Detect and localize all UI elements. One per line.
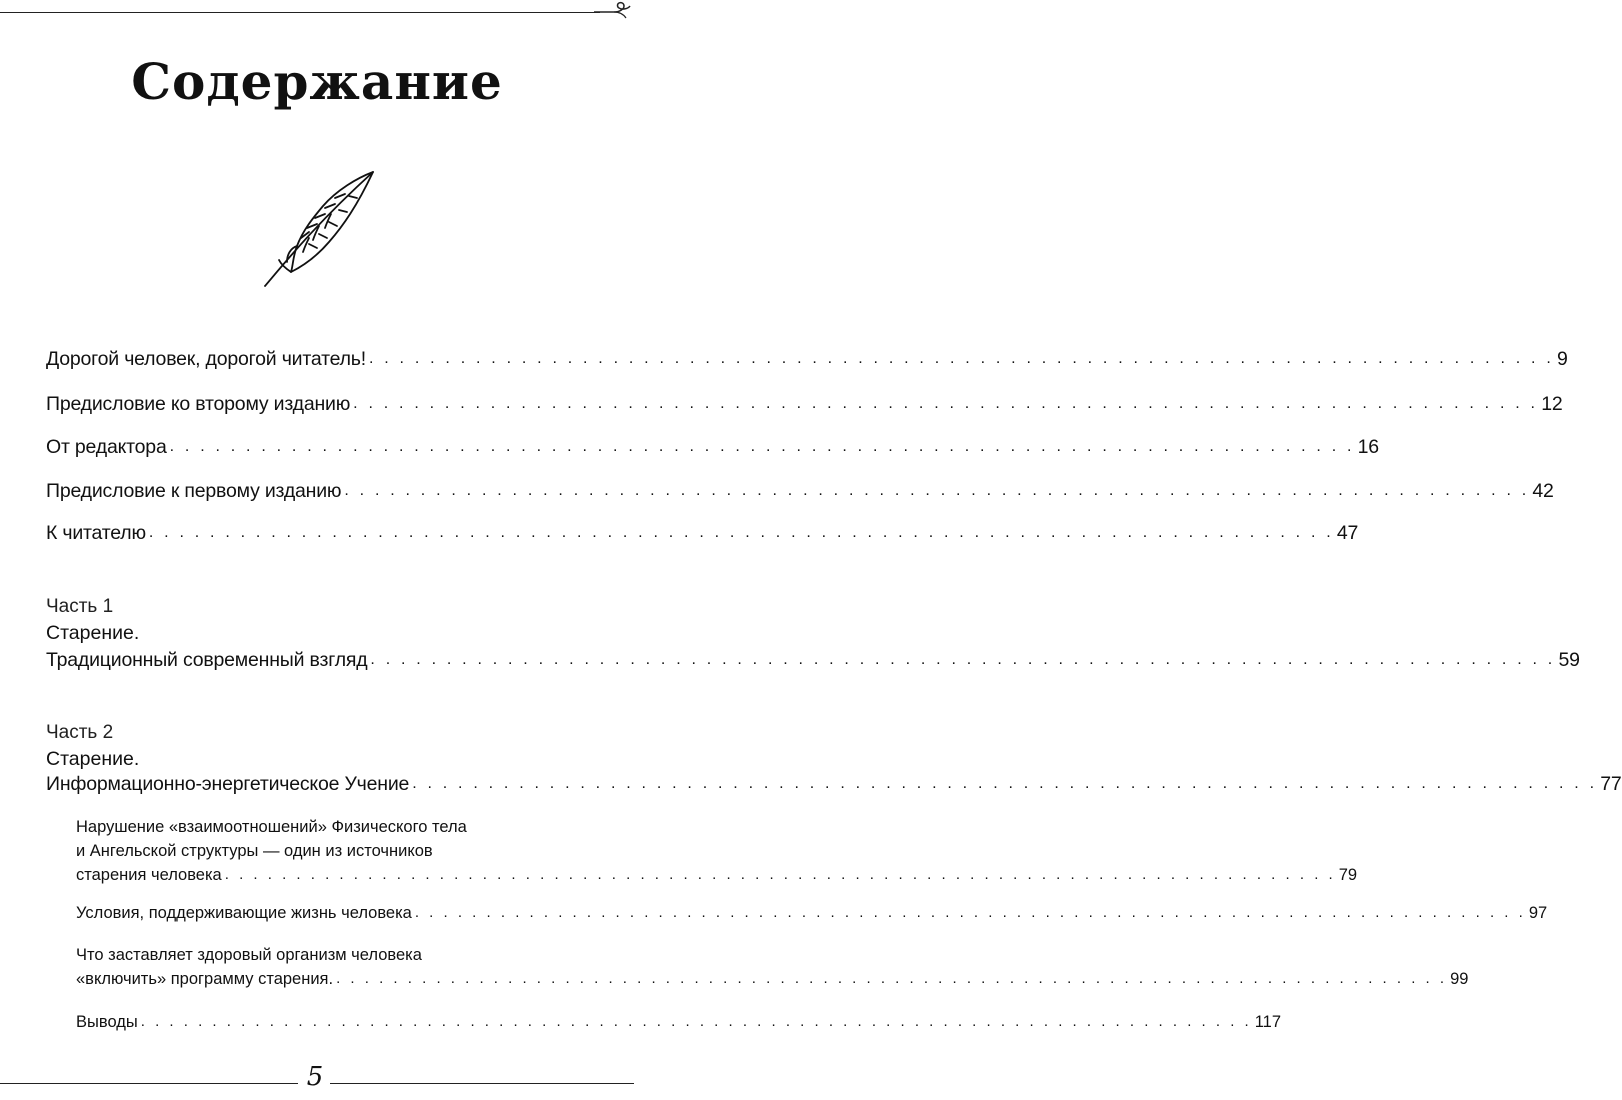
toc-entry-title: Предисловие ко второму изданию xyxy=(46,393,351,415)
footer-rule-left xyxy=(0,1083,298,1084)
toc-entry-title: Дорогой человек, дорогой читатель! xyxy=(46,348,366,370)
toc-entry-page: 59 xyxy=(1558,649,1580,671)
leader-dots: . . . . . . . . . . . . . . . . . . . . . . . . . . . . . . . . . . . . . . . . . . . . . . . . . . . . . . . . . . . . . . . . . . . . . . . . . . . . . . xyxy=(414,904,1526,921)
part-title-line: Старение. xyxy=(46,748,140,770)
toc-entry[interactable] xyxy=(46,436,1379,458)
toc-entry-title: Предисловие к первому изданию xyxy=(46,480,342,502)
subentry-line: Условия, поддерживающие жизнь человека xyxy=(76,904,412,922)
toc-entry-page: 47 xyxy=(1336,522,1359,544)
leader-dots: . . . . . . . . . . . . . . . . . . . . . . . . . . . . . . . . . . . . . . . . . . . . . . . . . . . . . . . . . . . . . . . . . . . . . . . . . . . . . . xyxy=(148,524,1334,541)
subentry-line: Выводы xyxy=(76,1013,138,1031)
toc-entry[interactable] xyxy=(46,348,1568,370)
leader-dots: . . . . . . . . . . . . . . . . . . . . . . . . . . . . . . . . . . . . . . . . . . . . . . . . . . . . . . . . . . . . . . . . . . . . . . . . . . . . . . xyxy=(353,395,1539,412)
leader-dots: . . . . . . . . . . . . . . . . . . . . . . . . . . . . . . . . . . . . . . . . . . . . . . . . . . . . . . . . . . . . . . . . . . . . . . . . . . . . . . xyxy=(169,438,1355,455)
feather-icon xyxy=(257,168,381,290)
subentry-line: «включить» программу старения. xyxy=(76,970,334,988)
toc-entry[interactable] xyxy=(46,522,1359,544)
toc-entry[interactable] xyxy=(46,649,1580,671)
toc-entry[interactable] xyxy=(46,480,1554,502)
toc-subentry[interactable] xyxy=(76,901,1548,925)
toc-subentry[interactable] xyxy=(76,943,1469,991)
page-number: 5 xyxy=(306,1062,324,1092)
subentry-line: Что заставляет здоровый организм человека xyxy=(76,946,422,964)
part-label: Часть 1 xyxy=(46,596,114,617)
toc-subentry[interactable] xyxy=(76,1010,1282,1034)
toc-entry-page: 79 xyxy=(1338,866,1358,884)
toc-entry-page: 9 xyxy=(1556,348,1568,370)
toc-entry[interactable] xyxy=(46,393,1563,415)
footer-rule-right xyxy=(330,1083,634,1084)
flourish-icon xyxy=(594,0,634,24)
top-rule xyxy=(0,12,600,13)
toc-entry-page: 12 xyxy=(1541,393,1563,415)
page-title: Содержание xyxy=(131,52,503,111)
toc-entry-title: От редактора xyxy=(46,436,167,458)
leader-dots: . . . . . . . . . . . . . . . . . . . . . . . . . . . . . . . . . . . . . . . . . . . . . . . . . . . . . . . . . . . . . . . . . . . . . . . . . . . . . . xyxy=(412,775,1598,792)
subentry-line: и Ангельской структуры — один из источников xyxy=(76,842,433,860)
toc-subentry[interactable] xyxy=(76,815,1358,887)
toc-entry-page: 117 xyxy=(1254,1013,1282,1031)
subentry-line: старения человека xyxy=(76,866,222,884)
leader-dots: . . . . . . . . . . . . . . . . . . . . . . . . . . . . . . . . . . . . . . . . . . . . . . . . . . . . . . . . . . . . . . . . . . . . . . . . . . . . . . xyxy=(370,651,1556,668)
part-label: Часть 2 xyxy=(46,722,114,743)
toc-entry[interactable] xyxy=(46,773,1622,795)
leader-dots: . . . . . . . . . . . . . . . . . . . . . . . . . . . . . . . . . . . . . . . . . . . . . . . . . . . . . . . . . . . . . . . . . . . . . . . . . . . . . . xyxy=(140,1013,1252,1030)
leader-dots: . . . . . . . . . . . . . . . . . . . . . . . . . . . . . . . . . . . . . . . . . . . . . . . . . . . . . . . . . . . . . . . . . . . . . . . . . . . . . . xyxy=(224,866,1336,883)
toc-entry-title: Информационно-энергетическое Учение xyxy=(46,773,410,795)
leader-dots: . . . . . . . . . . . . . . . . . . . . . . . . . . . . . . . . . . . . . . . . . . . . . . . . . . . . . . . . . . . . . . . . . . . . . . . . . . . . . . xyxy=(344,482,1530,499)
toc-entry-title: Традиционный современный взгляд xyxy=(46,649,368,671)
toc-entry-page: 42 xyxy=(1532,480,1554,502)
toc-entry-page: 16 xyxy=(1357,436,1379,458)
leader-dots: . . . . . . . . . . . . . . . . . . . . . . . . . . . . . . . . . . . . . . . . . . . . . . . . . . . . . . . . . . . . . . . . . . . . . . . . . . . . . . xyxy=(336,970,1448,987)
toc-entry-page: 99 xyxy=(1450,970,1469,988)
toc-entry-page: 97 xyxy=(1528,904,1548,922)
toc-entry-title: К читателю xyxy=(46,522,146,544)
toc-entry-page: 77 xyxy=(1600,773,1622,795)
leader-dots: . . . . . . . . . . . . . . . . . . . . . . . . . . . . . . . . . . . . . . . . . . . . . . . . . . . . . . . . . . . . . . . . . . . . . . . . . . . . . . xyxy=(368,350,1554,367)
subentry-line: Нарушение «взаимоотношений» Физического тела xyxy=(76,818,467,836)
part-title-line: Старение. xyxy=(46,622,140,644)
